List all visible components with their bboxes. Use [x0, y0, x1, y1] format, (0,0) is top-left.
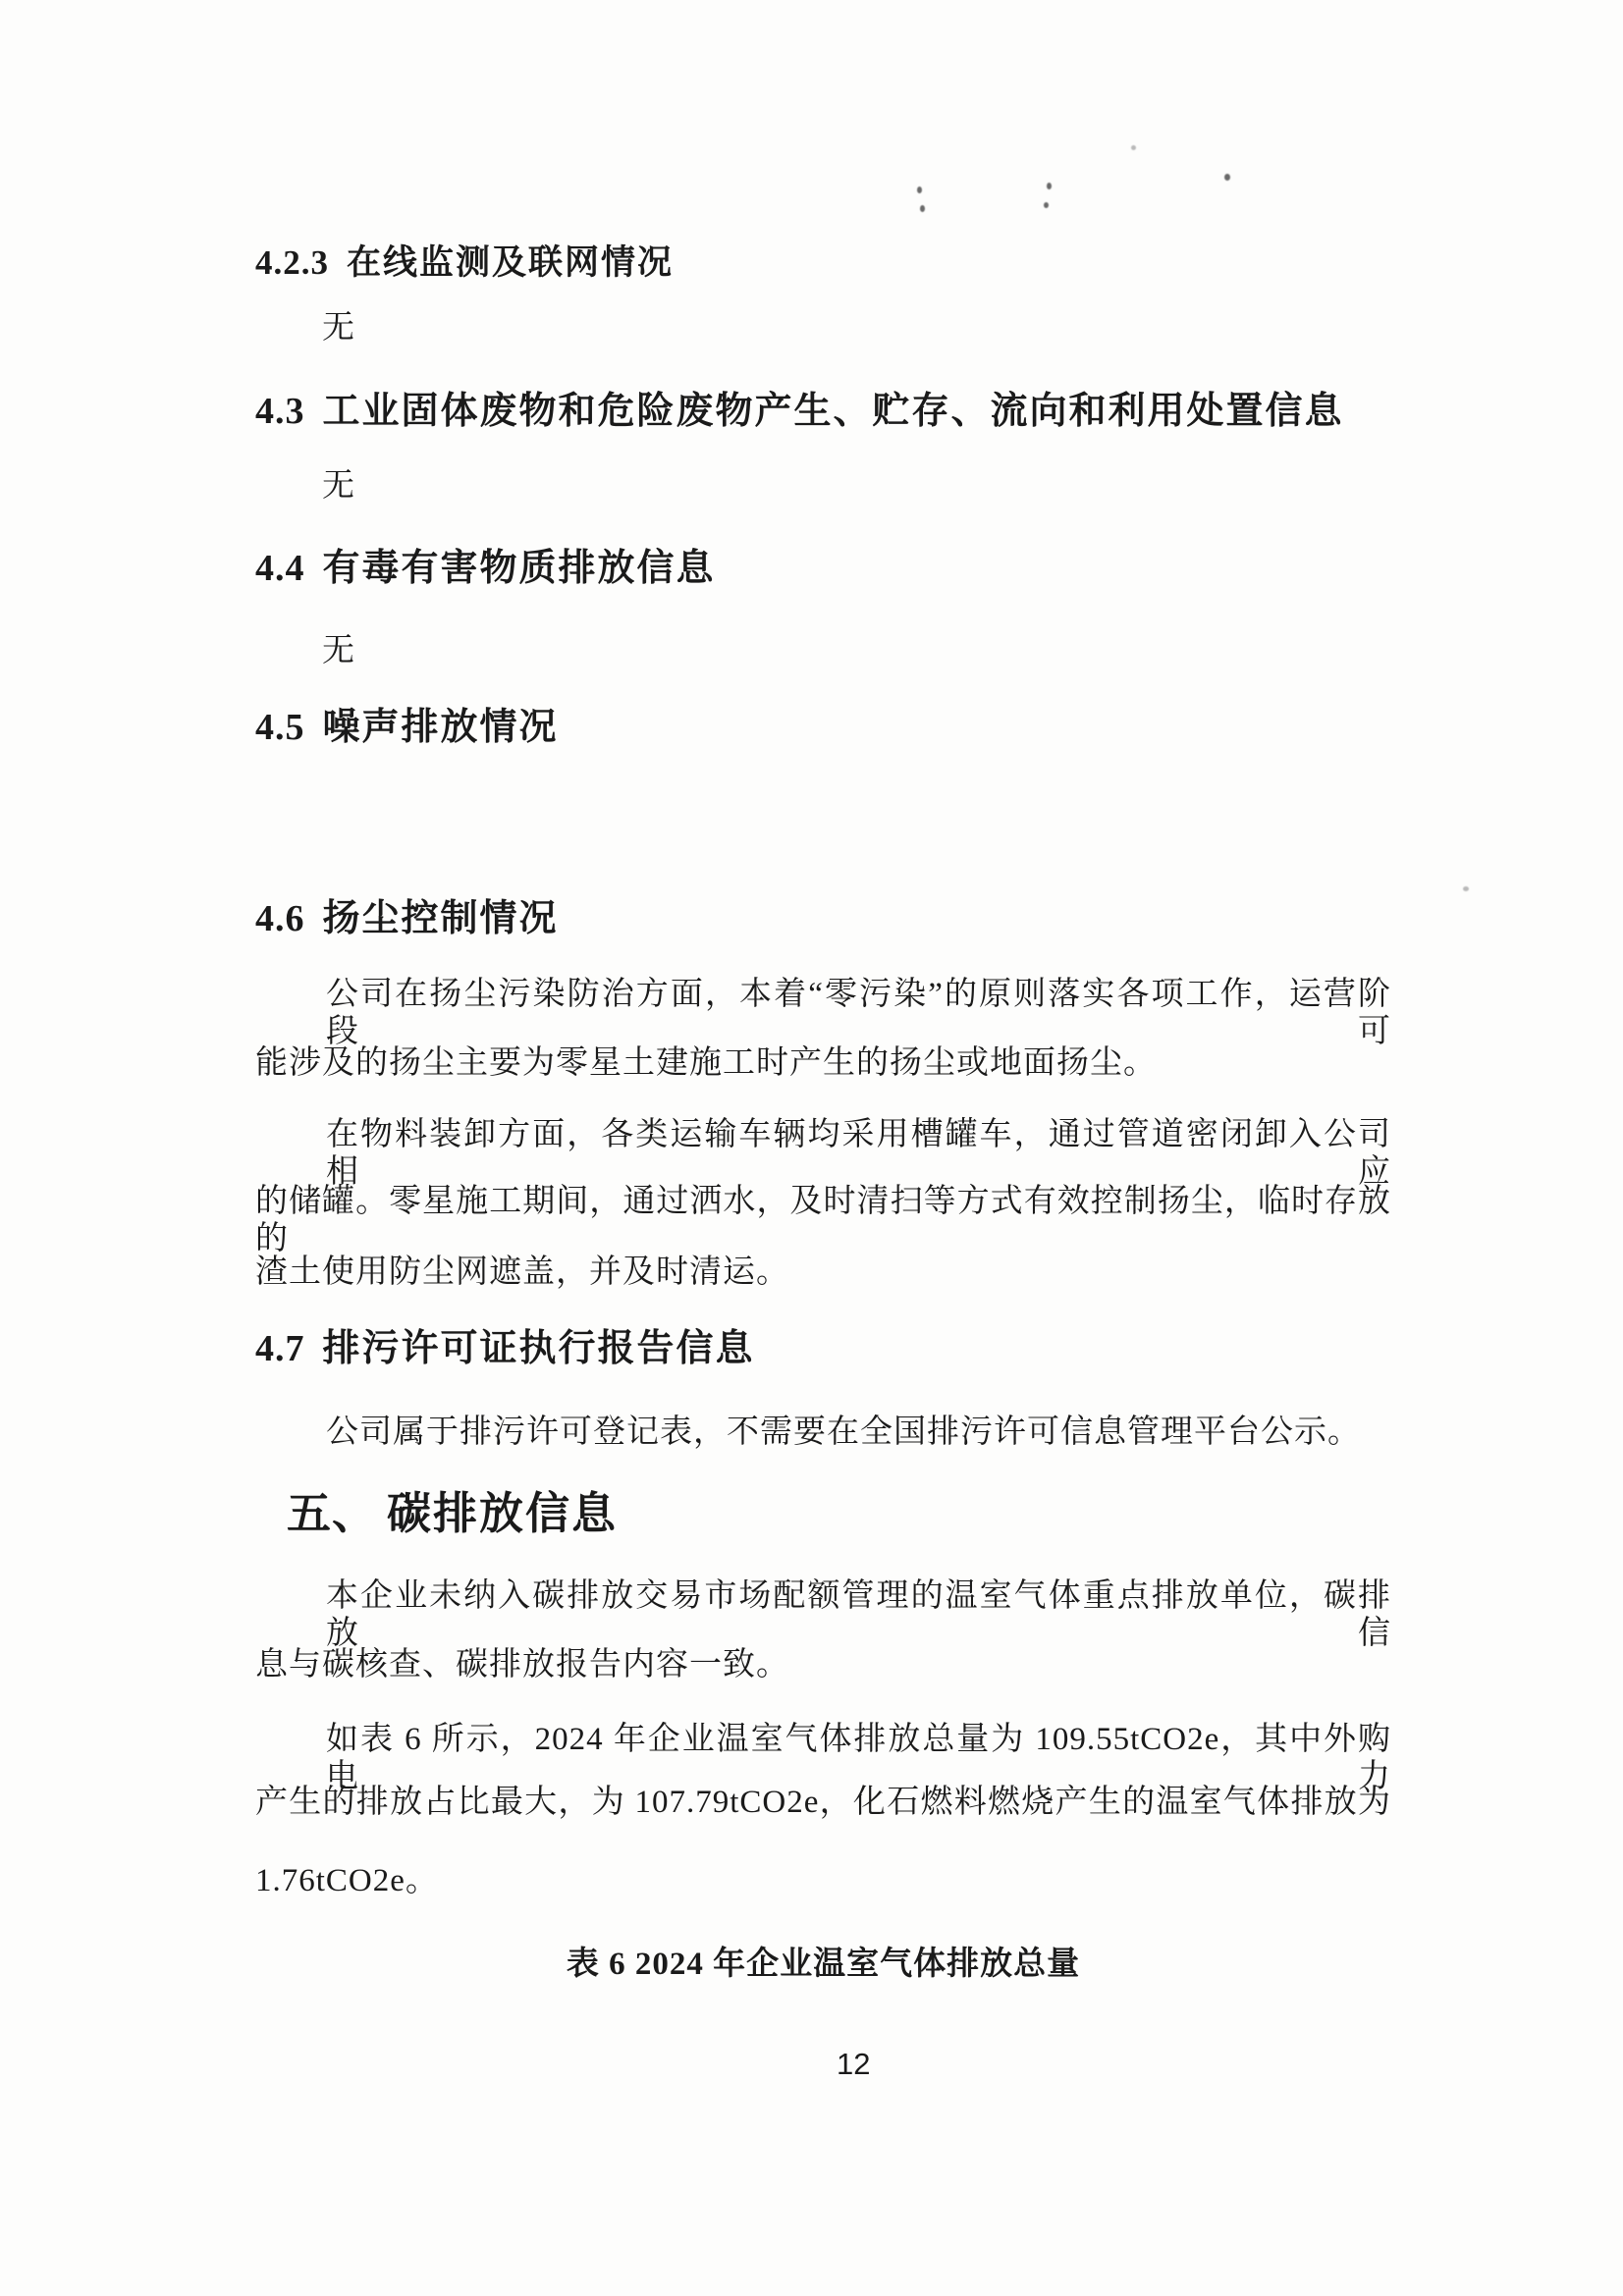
section-4-4-content: 无	[322, 633, 355, 668]
scan-artifact	[1463, 886, 1469, 891]
heading-4-7	[255, 1328, 755, 1371]
paragraph-line: 1.76tCO2e。	[255, 1863, 439, 1898]
heading-title: 有毒有害物质排放信息	[322, 548, 716, 589]
paragraph-line: 的储罐。零星施工期间，通过洒水，及时清扫等方式有效控制扬尘，临时存放的	[255, 1184, 1391, 1256]
scan-artifact	[1224, 174, 1230, 181]
heading-number: 4.6	[255, 898, 305, 939]
heading-4-5	[255, 707, 559, 750]
heading-number: 4.2.3	[255, 243, 329, 282]
heading-title: 扬尘控制情况	[322, 898, 559, 939]
paragraph-line: 本企业未纳入碳排放交易市场配额管理的温室气体重点排放单位，碳排放信	[326, 1578, 1391, 1651]
heading-4-4	[255, 548, 716, 591]
scan-artifact	[917, 187, 922, 193]
heading-number: 4.5	[255, 707, 305, 748]
section-4-2-3-content: 无	[322, 310, 355, 346]
heading-title: 工业固体废物和危险废物产生、贮存、流向和利用处置信息	[322, 391, 1344, 432]
scan-artifact	[1044, 202, 1049, 208]
heading-title: 噪声排放情况	[322, 707, 559, 748]
paragraph-line: 在物料装卸方面，各类运输车辆均采用槽罐车，通过管道密闭卸入公司相应	[326, 1117, 1391, 1190]
page-number: 12	[837, 2047, 871, 2081]
heading-4-3	[255, 391, 1344, 434]
scan-artifact	[1131, 145, 1136, 150]
heading-number: 五、	[287, 1489, 378, 1538]
heading-number: 4.3	[255, 391, 305, 432]
heading-title: 排污许可证执行报告信息	[322, 1328, 755, 1369]
paragraph-line: 渣土使用防尘网遮盖，并及时清运。	[255, 1255, 789, 1290]
heading-title: 碳排放信息	[387, 1489, 619, 1538]
heading-chapter-5	[287, 1489, 618, 1540]
heading-4-2-3	[255, 243, 674, 283]
heading-title: 在线监测及联网情况	[347, 243, 675, 282]
paragraph-line: 公司属于排污许可登记表，不需要在全国排污许可信息管理平台公示。	[326, 1415, 1361, 1450]
paragraph-line: 产生的排放占比最大，为 107.79tCO2e，化石燃料燃烧产生的温室气体排放为	[255, 1785, 1391, 1820]
paragraph-line: 公司在扬尘污染防治方面，本着“零污染”的原则落实各项工作，运营阶段可	[326, 977, 1391, 1049]
scan-artifact	[1047, 183, 1052, 189]
scan-artifact	[920, 205, 925, 212]
heading-number: 4.4	[255, 548, 305, 589]
paragraph-line: 如表 6 所示，2024 年企业温室气体排放总量为 109.55tCO2e，其中外购电力	[326, 1722, 1391, 1794]
paragraph-line: 息与碳核查、碳排放报告内容一致。	[255, 1647, 789, 1682]
table-caption: 表 6 2024 年企业温室气体排放总量	[566, 1947, 1081, 1982]
heading-4-6	[255, 898, 559, 941]
section-4-3-content: 无	[322, 468, 355, 504]
heading-number: 4.7	[255, 1328, 305, 1369]
paragraph-line: 能涉及的扬尘主要为零星土建施工时产生的扬尘或地面扬尘。	[255, 1045, 1157, 1081]
